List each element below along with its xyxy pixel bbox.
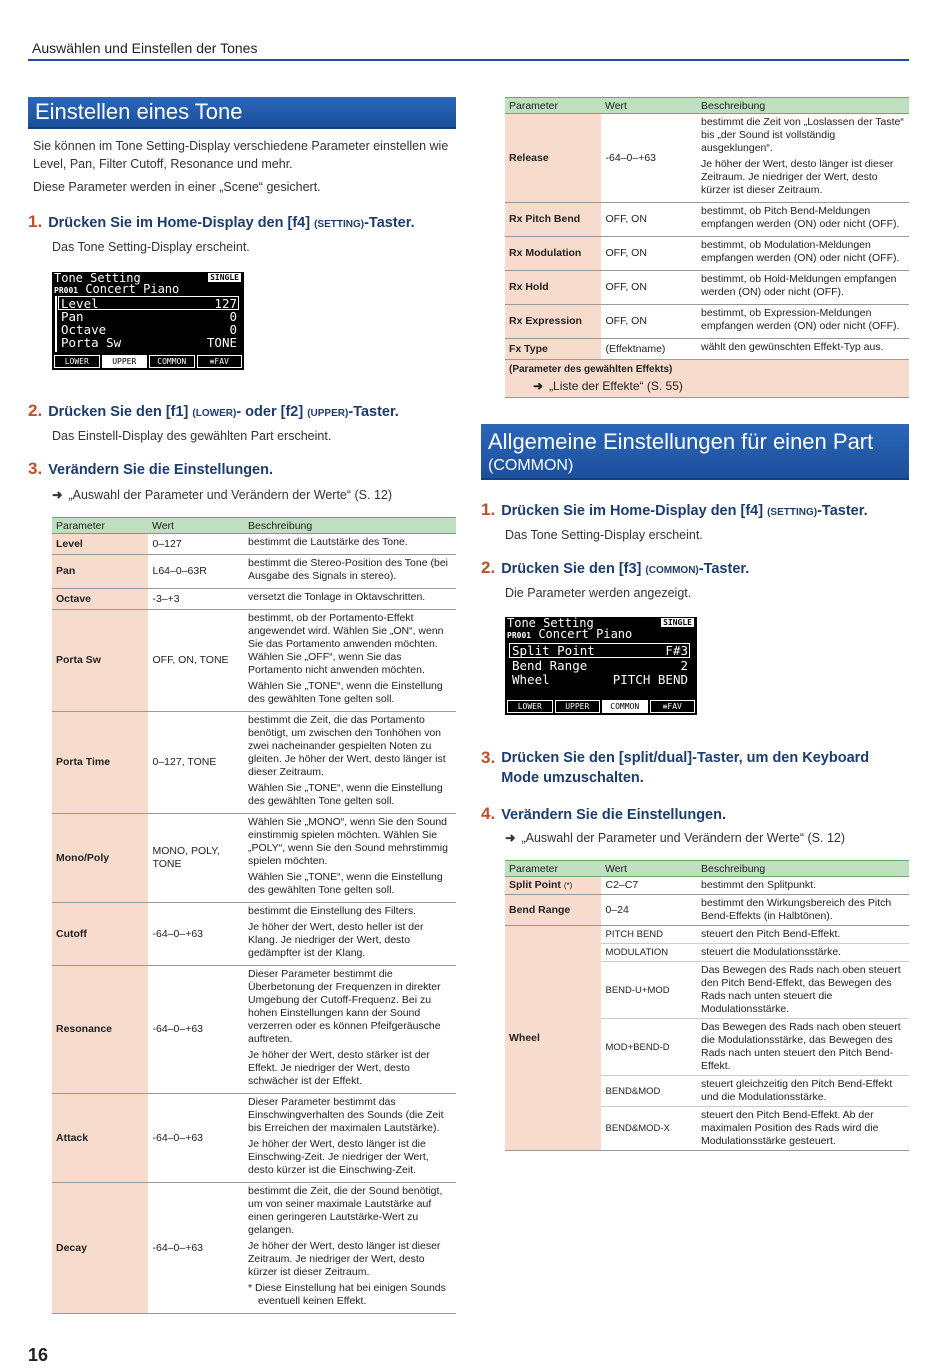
table-row: [52, 712, 456, 814]
banner-title: Allgemeine Einstellungen für einen Part: [488, 429, 874, 454]
description-paragraph: Je höher der Wert, desto länger ist die Einschwing-Zeit. Je niedriger der Wert, desto kürzer ist die Einschwing-Zeit.: [248, 1138, 429, 1176]
lcd-row: [512, 659, 688, 672]
description-paragraph: Dieser Parameter bestimmt das Einschwingverhalten des Sounds (die Zeit bis Erreichen der maximalen Lautstärke).: [248, 1096, 444, 1134]
param-description: [244, 555, 456, 589]
param-description: [697, 237, 909, 271]
table-row: [505, 203, 909, 237]
table-row: [505, 339, 909, 360]
column-header-beschreibung: Beschreibung: [244, 518, 456, 534]
step-small: (COMMON): [645, 565, 699, 576]
param-description: [244, 1183, 456, 1314]
param-name: Rx Hold: [505, 271, 601, 305]
lcd-badge: SINGLE: [210, 273, 239, 282]
table-row: [52, 814, 456, 903]
table-row: [52, 903, 456, 966]
param-value: MODULATION: [601, 944, 697, 962]
intro-paragraph-2: Diese Parameter werden in einer „Scene“ gesichert.: [33, 180, 321, 194]
param-description: [244, 712, 456, 814]
lcd-tab-fav: ≡FAV: [650, 700, 696, 713]
table-header-row: [52, 518, 456, 534]
param-value: -64–0–+63: [601, 114, 697, 203]
lcd-preset-name: Concert Piano: [538, 627, 633, 641]
param-value: OFF, ON: [601, 305, 697, 339]
lcd-row: [512, 673, 688, 686]
step-small: (SETTING): [767, 507, 818, 518]
parameter-table-tone: [52, 517, 456, 1314]
reference-text: „Auswahl der Parameter und Verändern der Werte“ (S. 12): [68, 488, 393, 502]
param-value: -3–+3: [148, 589, 244, 610]
lcd-row-name: Wheel: [512, 672, 550, 687]
column-header-wert: Wert: [601, 98, 697, 114]
effect-params-note: (Parameter des gewählten Effekts): [505, 360, 909, 379]
lcd-preset-name: Concert Piano: [85, 282, 180, 296]
step-1-result: Das Tone Setting-Display erscheint.: [52, 240, 250, 254]
step-4: [481, 804, 726, 825]
param-description: steuert den Pitch Bend-Effekt. Ab der maximalen Position des Rads wird die Modulationsstärke gesteuert.: [697, 1107, 909, 1151]
footnote-mark: (*): [563, 881, 573, 890]
step-text: Drücken Sie den [f1]: [48, 404, 193, 420]
param-value: MONO, POLY, TONE: [148, 814, 244, 903]
param-description: [697, 339, 909, 360]
param-value: (Effektname): [601, 339, 697, 360]
lcd-row-name: Bend Range: [512, 658, 588, 673]
description-paragraph: Dieser Parameter bestimmt die Überbetonung der Frequenzen in direkter Umgebung der Cutoff-Frequenz. Bei zu hohen Einstellungen kann der Sound verzerren oder es können Pfeifgeräusche auftreten.: [248, 968, 441, 1045]
description-paragraph: bestimmt die Zeit, die das Portamento benötigt, um zwischen den Tonhöhen von zwei nacheinander gespielten Noten zu gleiten. Je höher der Wert, desto länger ist dieser Zeitraum.: [248, 714, 446, 778]
arrow-right-icon: ➜: [505, 831, 516, 845]
table-footer-row: [505, 378, 909, 398]
parameter-table-common: [505, 860, 909, 1151]
param-name-text: Split Point: [509, 879, 561, 891]
cross-reference-link[interactable]: [505, 830, 845, 845]
lcd-row-value: 2: [680, 658, 688, 673]
step-small: (LOWER): [192, 408, 237, 419]
column-header-parameter: Parameter: [52, 518, 148, 534]
lcd-preset-number: PR001: [507, 631, 532, 640]
description-paragraph: Wählen Sie „TONE“, wenn die Einstellung des gewählten Tone gelten soll.: [248, 680, 443, 705]
lcd-row-name: Split Point: [512, 643, 595, 658]
step-text-end: -Taster.: [348, 404, 399, 420]
column-header-beschreibung: Beschreibung: [697, 98, 909, 114]
param-name: Attack: [52, 1094, 148, 1183]
param-value: 0–127: [148, 534, 244, 555]
description-paragraph: bestimmt die Lautstärke des Tone.: [248, 536, 408, 548]
step-text: Drücken Sie den [split/dual]-Taster, um den Keyboard Mode umzuschalten.: [501, 750, 870, 786]
description-paragraph: bestimmt, ob Expression-Meldungen empfangen werden (ON) oder nicht (OFF).: [701, 307, 900, 332]
lcd-tab-common: COMMON: [602, 700, 648, 713]
lcd-tab-lower: LOWER: [54, 355, 100, 368]
table-row: [52, 589, 456, 610]
step-1-result: Das Tone Setting-Display erscheint.: [505, 528, 703, 542]
param-name: Cutoff: [52, 903, 148, 966]
param-name: Bend Range: [505, 895, 601, 926]
page-number: 16: [28, 1345, 49, 1365]
table-row: [505, 895, 909, 926]
param-description: [697, 203, 909, 237]
step-text: Drücken Sie im Home-Display den [f4]: [501, 503, 768, 519]
param-name: Decay: [52, 1183, 148, 1314]
step-2: [28, 401, 399, 424]
step-number: 1.: [481, 500, 496, 519]
param-value: 0–24: [601, 895, 697, 926]
lcd-tab-upper: UPPER: [555, 700, 601, 713]
param-description: [697, 305, 909, 339]
table-row: [505, 305, 909, 339]
step-small: (UPPER): [307, 408, 349, 419]
lcd-badge: SINGLE: [663, 618, 692, 627]
lcd-tab-common: COMMON: [149, 355, 195, 368]
table-row: [505, 271, 909, 305]
param-value: -64–0–+63: [148, 1094, 244, 1183]
table-row: [52, 555, 456, 589]
lcd-tab-lower: LOWER: [507, 700, 553, 713]
param-name: Porta Sw: [52, 610, 148, 712]
table-body: [505, 114, 909, 360]
param-name: [505, 877, 601, 895]
step-small: (SETTING): [314, 219, 365, 230]
description-paragraph: bestimmt, ob Pitch Bend-Meldungen empfangen werden (ON) oder nicht (OFF).: [701, 205, 900, 230]
param-name: Level: [52, 534, 148, 555]
wheel-rows: [505, 926, 909, 1151]
section-header: Auswählen und Einstellen der Tones: [32, 40, 258, 56]
param-value: BEND-U+MOD: [601, 962, 697, 1019]
param-value: MOD+BEND-D: [601, 1019, 697, 1076]
param-description: [244, 814, 456, 903]
step-text: Drücken Sie im Home-Display den [f4]: [48, 215, 315, 231]
param-name: Wheel: [505, 926, 601, 1151]
param-description: [697, 114, 909, 203]
param-description: Das Bewegen des Rads nach oben steuert die Modulationsstärke, das Bewegen des Rads nach unten steuert den Pitch Bend-Effekt.: [697, 1019, 909, 1076]
header-rule: [28, 59, 909, 61]
step-number: 2.: [481, 558, 496, 577]
param-value: -64–0–+63: [148, 966, 244, 1094]
description-paragraph: bestimmt, ob Modulation-Meldungen empfangen werden (ON) oder nicht (OFF).: [701, 239, 900, 264]
param-name: Rx Expression: [505, 305, 601, 339]
lcd-row-value: PITCH BEND: [612, 672, 688, 687]
param-value: 0–127, TONE: [148, 712, 244, 814]
param-value: C2–C7: [601, 877, 697, 895]
cross-reference-link[interactable]: [52, 487, 392, 502]
lcd-param-list: [508, 641, 694, 697]
param-name: Rx Pitch Bend: [505, 203, 601, 237]
lcd-row: [512, 644, 688, 657]
lcd-preset-number: PR001: [54, 286, 79, 295]
table-footer-row: [505, 360, 909, 379]
lcd-row: [61, 297, 237, 310]
intro-paragraph: Sie können im Tone Setting-Display verschiedene Parameter einstellen wie Level, Pan, Filter Cutoff, Resonance und mehr.: [33, 139, 449, 171]
param-value: OFF, ON: [601, 203, 697, 237]
step-number: 3.: [28, 459, 43, 478]
arrow-right-icon: ➜: [52, 488, 63, 502]
param-value: BEND&MOD-X: [601, 1107, 697, 1151]
description-paragraph: wählt den gewünschten Effekt-Typ aus.: [701, 341, 884, 353]
param-value: -64–0–+63: [148, 903, 244, 966]
description-paragraph: bestimmt, ob der Portamento-Effekt angewendet wird. Wählen Sie „ON“, wenn Sie das Portamento anwenden möchten. Wählen Sie „OFF“, wenn Sie das Portamento nicht anwenden möchten.: [248, 612, 444, 676]
lcd-tab-upper: UPPER: [102, 355, 148, 368]
parameter-table-effects: [505, 97, 909, 398]
banner-title: Einstellen eines Tone: [35, 99, 243, 124]
param-name: Resonance: [52, 966, 148, 1094]
table-row: [52, 1183, 456, 1314]
lcd-title: Tone Setting: [54, 271, 141, 285]
reference-text: „Auswahl der Parameter und Verändern der Werte“ (S. 12): [521, 831, 846, 845]
param-description: [244, 534, 456, 555]
lcd-row-name: Pan: [61, 309, 84, 324]
step-text-end: -Taster.: [817, 503, 868, 519]
lcd-row-value: 127: [214, 296, 237, 311]
step-1: [28, 212, 415, 235]
lcd-row-name: Octave: [61, 322, 107, 337]
description-paragraph: Wählen Sie „TONE“, wenn die Einstellung des gewählten Tone gelten soll.: [248, 871, 443, 896]
column-header-parameter: Parameter: [505, 861, 601, 877]
table-row: [52, 610, 456, 712]
lcd-display-common: [505, 617, 697, 715]
param-name: Mono/Poly: [52, 814, 148, 903]
param-description: steuert den Pitch Bend-Effekt.: [697, 926, 909, 944]
section-banner-einstellen: [28, 97, 456, 129]
lcd-row-name: Level: [61, 296, 99, 311]
step-2-result: Die Parameter werden angezeigt.: [505, 586, 692, 600]
lcd-preset: [507, 629, 632, 641]
step-3: [481, 748, 901, 788]
param-value: -64–0–+63: [148, 1183, 244, 1314]
step-number: 1.: [28, 212, 43, 231]
table-header-row: [505, 861, 909, 877]
step-text: Verändern Sie die Einstellungen.: [501, 807, 727, 823]
param-description: [244, 589, 456, 610]
step-3: [28, 459, 273, 480]
lcd-row-value: 0: [229, 322, 237, 337]
param-description: Das Bewegen des Rads nach oben steuert den Pitch Bend-Effekt, das Bewegen des Rads nach unten steuert die Modulationsstärke.: [697, 962, 909, 1019]
column-header-parameter: Parameter: [505, 98, 601, 114]
param-name: Fx Type: [505, 339, 601, 360]
effects-list-link[interactable]: [505, 378, 909, 398]
param-value: OFF, ON: [601, 271, 697, 305]
step-text: Drücken Sie den [f3]: [501, 561, 646, 577]
param-value: OFF, ON, TONE: [148, 610, 244, 712]
lcd-row-value: 0: [229, 309, 237, 324]
lcd-tab-bar: [54, 355, 242, 368]
step-number: 2.: [28, 401, 43, 420]
banner-subtitle: (COMMON): [488, 457, 574, 474]
table-row: [52, 966, 456, 1094]
step-1: [481, 500, 868, 523]
lcd-param-list: [55, 296, 241, 352]
description-paragraph: Je höher der Wert, desto stärker ist der Effekt. Je niedriger der Wert, desto schwächer ist der Effekt.: [248, 1049, 430, 1087]
description-paragraph: bestimmt die Zeit, die der Sound benötigt, um von seiner maximale Lautstärke auf einen geringeren Lautstärke-Wert zu gelangen.: [248, 1185, 443, 1236]
lcd-row-value: TONE: [206, 335, 237, 350]
table-row: [52, 1094, 456, 1183]
param-description: steuert die Modulationsstärke.: [697, 944, 909, 962]
param-description: [244, 903, 456, 966]
description-paragraph: Je höher der Wert, desto länger ist dieser Zeitraum. Je niedriger der Wert, desto kürzer ist dieser Zeitraum.: [248, 1240, 441, 1278]
table-body: [52, 534, 456, 1314]
description-paragraph: Je höher der Wert, desto heller ist der Klang. Je niedriger der Wert, desto gedämpfter ist der Klang.: [248, 921, 424, 959]
lcd-row: [61, 336, 237, 349]
column-header-wert: Wert: [148, 518, 244, 534]
description-paragraph: bestimmt die Zeit von „Loslassen der Taste“ bis „der Sound ist vollständig ausgeklungen“.: [701, 116, 904, 154]
column-header-beschreibung: Beschreibung: [697, 861, 909, 877]
lcd-preset: [54, 284, 179, 296]
step-number: 4.: [481, 804, 496, 823]
lcd-tab-fav: ≡FAV: [197, 355, 243, 368]
step-text: Verändern Sie die Einstellungen.: [48, 462, 274, 478]
param-description: [244, 1094, 456, 1183]
description-paragraph: versetzt die Tonlage in Oktavschritten.: [248, 591, 426, 603]
description-paragraph: Wählen Sie „TONE“, wenn die Einstellung des gewählten Tone gelten soll.: [248, 782, 443, 807]
step-2: [481, 558, 749, 581]
param-description: bestimmt den Wirkungsbereich des Pitch Bend-Effekts (in Halbtönen).: [697, 895, 909, 926]
step-text: - oder [f2]: [236, 404, 308, 420]
lcd-row-value: F#3: [665, 643, 688, 658]
param-description: [697, 271, 909, 305]
param-description: steuert gleichzeitig den Pitch Bend-Effekt und die Modulationsstärke.: [697, 1076, 909, 1107]
table-row: [505, 114, 909, 203]
section-banner-common: [481, 424, 909, 480]
description-paragraph: Wählen Sie „MONO“, wenn Sie den Sound einstimmig spielen möchten. Wählen Sie „POLY“, wenn Sie den Sound mehrstimmig spielen möchten.: [248, 816, 448, 867]
arrow-right-icon: ➜: [533, 379, 544, 393]
table-row: [505, 237, 909, 271]
param-description: [244, 966, 456, 1094]
step-text-end: -Taster.: [364, 215, 415, 231]
table-header-row: [505, 98, 909, 114]
description-paragraph: bestimmt die Einstellung des Filters.: [248, 905, 417, 917]
param-name: Octave: [52, 589, 148, 610]
footnote: * Diese Einstellung hat bei einigen Sounds eventuell keinen Effekt.: [248, 1282, 446, 1307]
column-header-wert: Wert: [601, 861, 697, 877]
step-2-result: Das Einstell-Display des gewählten Part erscheint.: [52, 429, 332, 443]
description-paragraph: bestimmt, ob Hold-Meldungen empfangen werden (ON) oder nicht (OFF).: [701, 273, 897, 298]
param-name: Pan: [52, 555, 148, 589]
param-name: Rx Modulation: [505, 237, 601, 271]
lcd-row-name: Porta Sw: [61, 335, 122, 350]
reference-text: „Liste der Effekte“ (S. 55): [549, 379, 683, 393]
lcd-tab-bar: [507, 700, 695, 713]
table-row: [52, 534, 456, 555]
lcd-display: [52, 272, 244, 370]
param-name: Release: [505, 114, 601, 203]
param-description: bestimmt den Splitpunkt.: [697, 877, 909, 895]
param-value: PITCH BEND: [601, 926, 697, 944]
table-row: [505, 926, 909, 944]
param-name: Porta Time: [52, 712, 148, 814]
lcd-title: Tone Setting: [507, 616, 594, 630]
step-text-end: -Taster.: [698, 561, 750, 577]
description-paragraph: Je höher der Wert, desto länger ist dieser Zeitraum. Je niedriger der Wert, desto kürzer ist dieser Zeitraum.: [701, 158, 894, 196]
description-paragraph: bestimmt die Stereo-Position des Tone (bei Ausgabe des Signals in stereo).: [248, 557, 448, 582]
step-number: 3.: [481, 748, 496, 767]
param-value: L64–0–63R: [148, 555, 244, 589]
param-description: [244, 610, 456, 712]
table-row: [505, 877, 909, 895]
param-value: OFF, ON: [601, 237, 697, 271]
param-value: BEND&MOD: [601, 1076, 697, 1107]
